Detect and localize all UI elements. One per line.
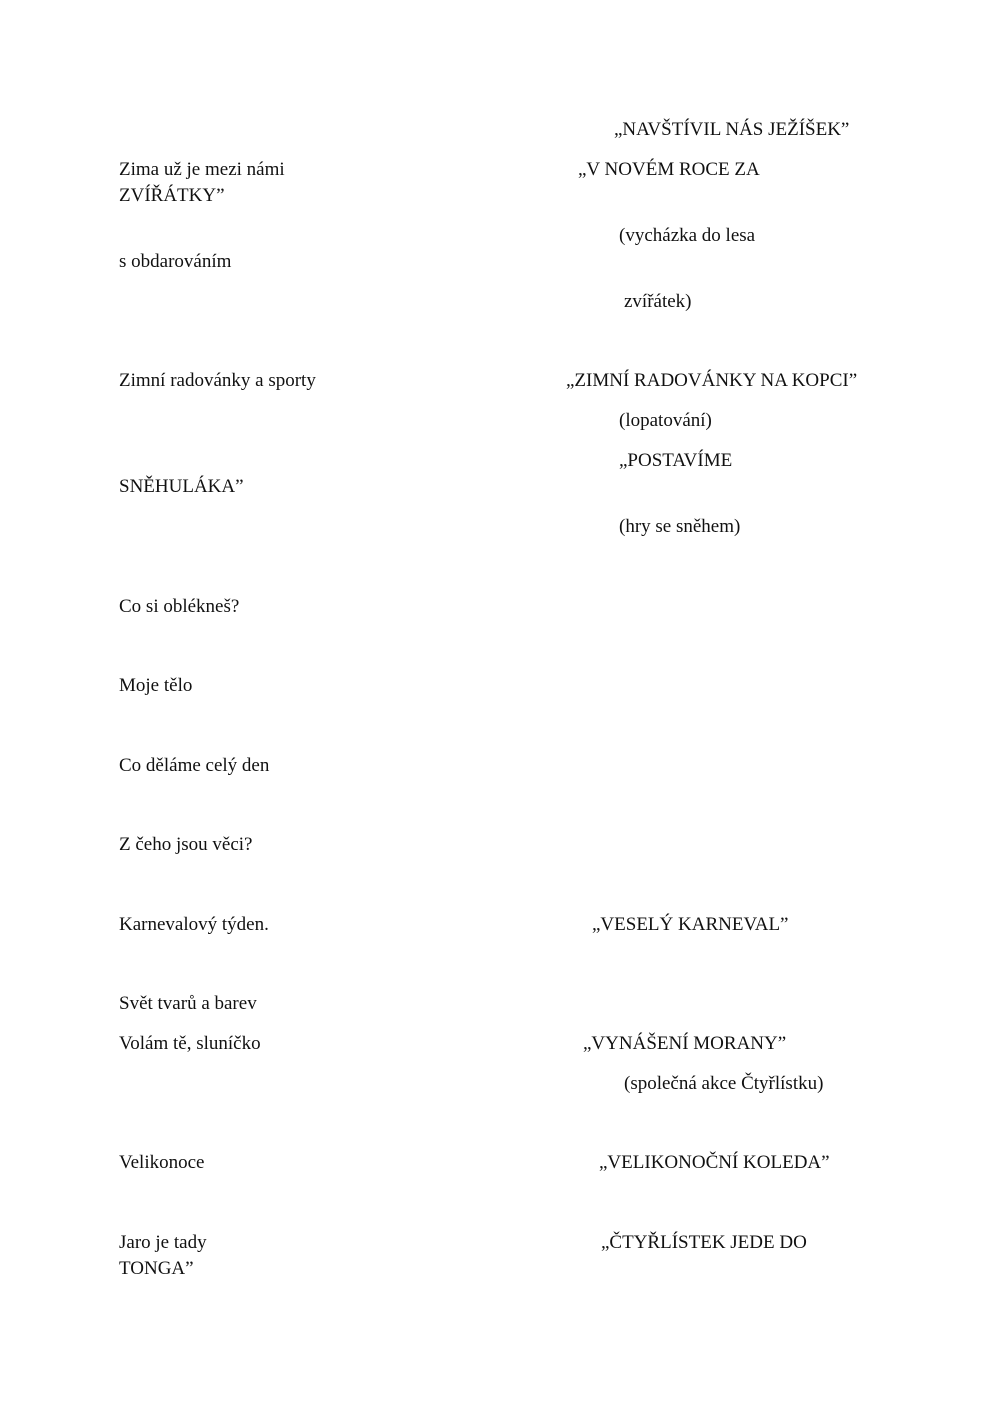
theme-title-line: Moje tělo [119, 675, 193, 696]
event-title-line: „VYNÁŠENÍ MORANY” [583, 1033, 787, 1054]
event-title-line: „ZIMNÍ RADOVÁNKY NA KOPCI” [566, 370, 858, 391]
event-title-line: „ČTYŘLÍSTEK JEDE DO [601, 1232, 807, 1253]
theme-title-line: Svět tvarů a barev [119, 993, 257, 1014]
event-title-line: „VESELÝ KARNEVAL” [592, 914, 789, 935]
event-note-line: zvířátek) [624, 291, 692, 312]
theme-title-line: Zima už je mezi námi [119, 159, 285, 180]
theme-title-line: Volám tě, sluníčko [119, 1033, 261, 1054]
event-note-line: (hry se sněhem) [619, 516, 741, 537]
event-title-line: „POSTAVÍME [619, 450, 733, 471]
theme-title-line: Z čeho jsou věci? [119, 834, 253, 855]
event-title-line: „V NOVÉM ROCE ZA [578, 159, 760, 180]
theme-title-line: Co děláme celý den [119, 755, 270, 776]
event-title-line: „VELIKONOČNÍ KOLEDA” [599, 1152, 830, 1173]
theme-title-line: Jaro je tady [119, 1232, 207, 1253]
theme-title-line: Velikonoce [119, 1152, 205, 1173]
event-note-line: s obdarováním [119, 251, 232, 272]
theme-title-line: Zimní radovánky a sporty [119, 370, 316, 391]
event-title-line: ZVÍŘÁTKY” [119, 185, 225, 206]
event-title-line: „NAVŠTÍVIL NÁS JEŽÍŠEK” [614, 119, 850, 140]
event-note-line: (společná akce Čtyřlístku) [624, 1073, 824, 1094]
event-title-line: SNĚHULÁKA” [119, 476, 244, 497]
event-note-line: (lopatování) [619, 410, 712, 431]
event-note-line: (vycházka do lesa [619, 225, 756, 246]
theme-title-line: Co si oblékneš? [119, 596, 240, 617]
event-title-line: TONGA” [119, 1258, 194, 1279]
theme-title-line: Karnevalový týden. [119, 914, 269, 935]
